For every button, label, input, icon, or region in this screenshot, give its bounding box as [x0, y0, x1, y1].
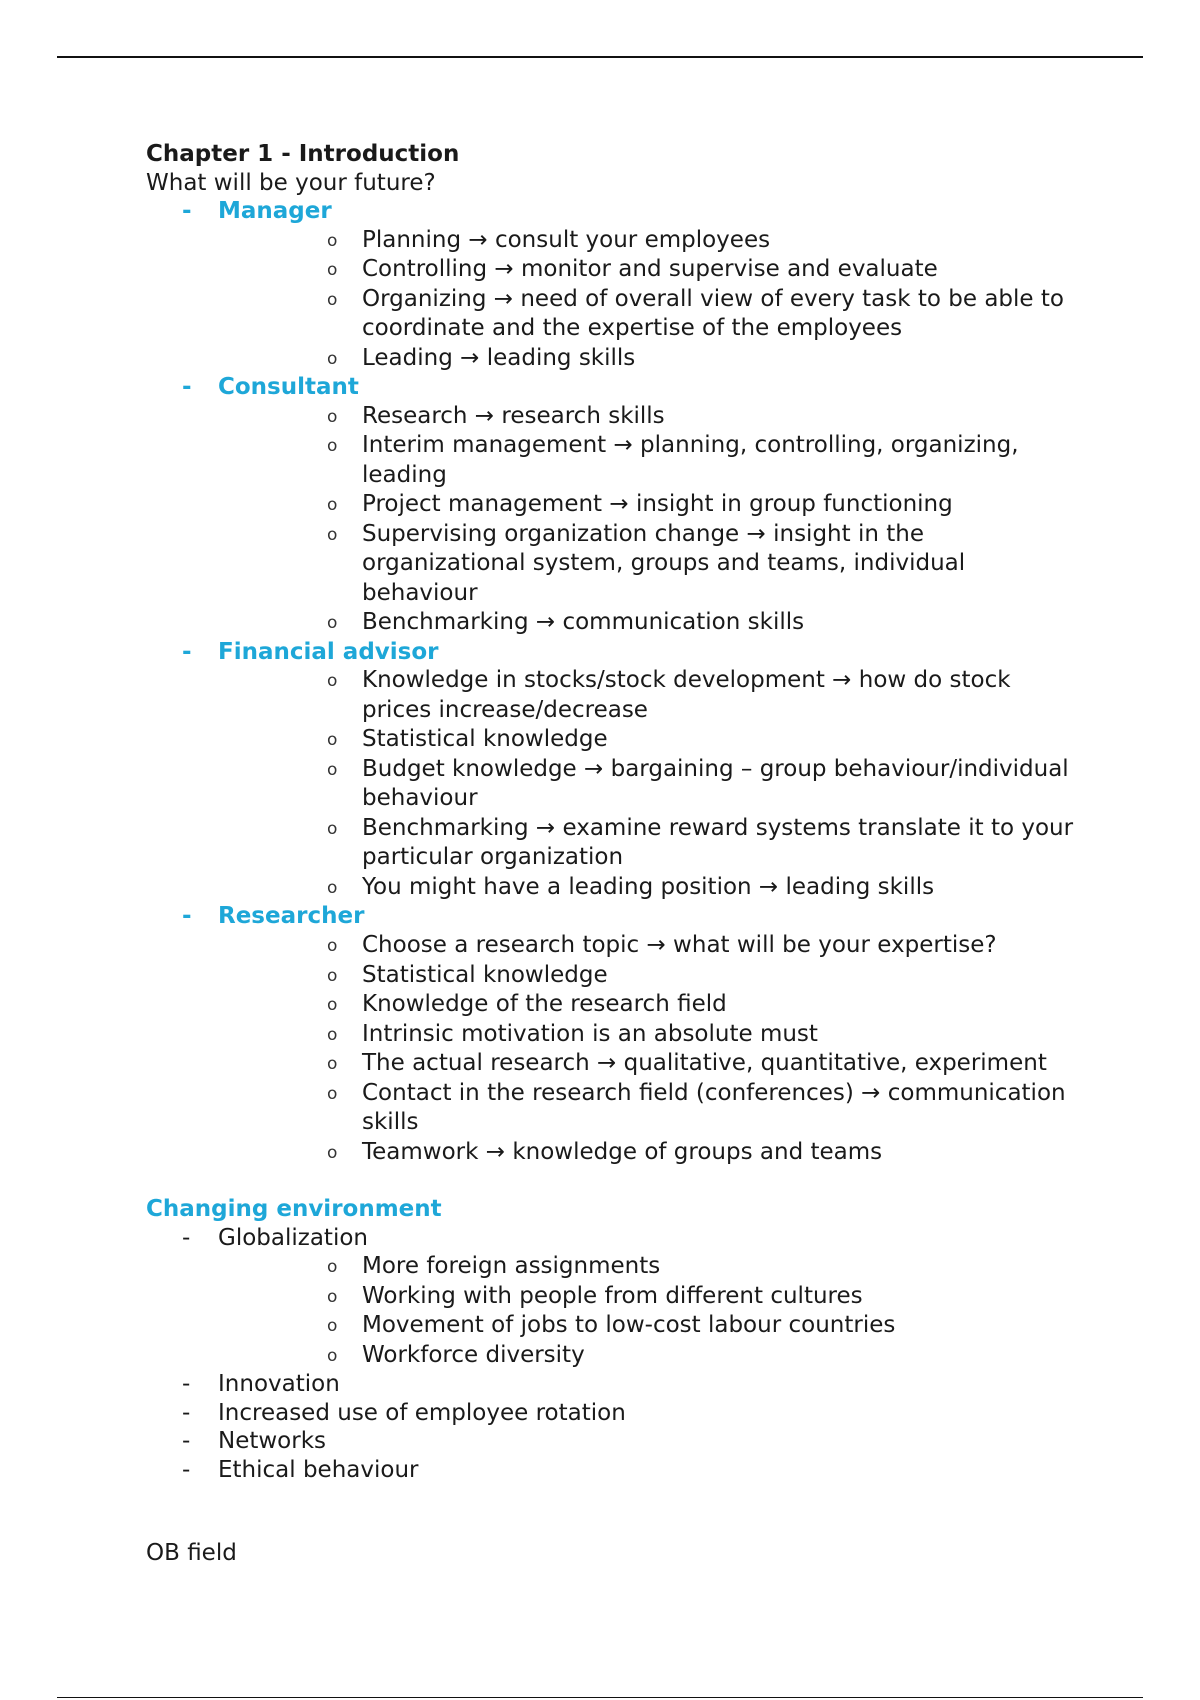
list-item: [218, 814, 1076, 873]
list-item-text: Statistical knowledge: [362, 726, 608, 753]
list-item: [218, 961, 1076, 991]
circle-bullet: o: [327, 1083, 338, 1104]
career-sublist: [218, 666, 1076, 902]
list-item: [218, 873, 1076, 903]
circle-bullet: o: [327, 406, 338, 427]
top-rule: [57, 56, 1143, 58]
list-item: [218, 1020, 1076, 1050]
dash-bullet: -: [182, 374, 192, 401]
list-item-text: Globalization: [218, 1224, 368, 1251]
dash-bullet: -: [182, 638, 192, 665]
dash-bullet: -: [182, 1371, 191, 1398]
career-title: Financial advisor: [218, 638, 439, 665]
list-item: [218, 1252, 1076, 1282]
section-title-changing-environment: Changing environment: [146, 1196, 442, 1223]
chapter-title: Chapter 1 - Introduction: [146, 141, 460, 167]
dash-bullet: -: [182, 1428, 191, 1455]
list-item-text: Increased use of employee rotation: [218, 1399, 626, 1426]
list-item: [218, 666, 1076, 725]
circle-bullet: o: [327, 965, 338, 986]
list-item: [218, 285, 1076, 344]
list-item: [146, 1370, 1076, 1399]
circle-bullet: o: [327, 877, 338, 898]
career-item: [146, 373, 1076, 638]
dash-bullet: -: [182, 1457, 191, 1484]
career-title: Consultant: [218, 374, 359, 401]
list-item: [218, 226, 1076, 256]
circle-bullet: o: [327, 289, 338, 310]
list-item: [218, 255, 1076, 285]
list-item: [218, 1138, 1076, 1168]
list-item: [218, 344, 1076, 374]
career-list: [146, 197, 1076, 1167]
career-item: [146, 197, 1076, 373]
circle-bullet: o: [327, 436, 338, 457]
list-item-text: Working with people from different cultures: [362, 1282, 863, 1309]
list-item-text: Benchmarking → examine reward systems translate it to your particular organization: [362, 814, 1074, 871]
list-item-text: Networks: [218, 1428, 327, 1455]
list-item-text: Research → research skills: [362, 402, 665, 429]
career-sublist: [218, 402, 1076, 638]
circle-bullet: o: [327, 1142, 338, 1163]
list-item-text: You might have a leading position → leading skills: [362, 873, 935, 900]
dash-bullet: -: [182, 903, 192, 930]
circle-bullet: o: [327, 1286, 338, 1307]
list-item-text: Statistical knowledge: [362, 961, 608, 988]
circle-bullet: o: [327, 524, 338, 545]
list-item: [218, 1341, 1076, 1371]
list-item: [218, 1079, 1076, 1138]
circle-bullet: o: [327, 759, 338, 780]
list-item-text: Leading → leading skills: [362, 344, 636, 371]
list-item-text: Controlling → monitor and supervise and evaluate: [362, 256, 938, 283]
list-item: [218, 520, 1076, 609]
list-item: [218, 1282, 1076, 1312]
list-item-text: Knowledge of the research field: [362, 991, 727, 1018]
list-item: [218, 725, 1076, 755]
list-item-text: Supervising organization change → insight in the organizational system, groups and teams, individual behaviour: [362, 520, 966, 606]
circle-bullet: o: [327, 230, 338, 251]
list-item-text: Interim management → planning, controlling, organizing, leading: [362, 432, 1019, 488]
list-item: [218, 402, 1076, 432]
list-item-text: Organizing → need of overall view of every task to be able to coordinate and the expertise of the employees: [362, 285, 1064, 342]
circle-bullet: o: [327, 1257, 338, 1278]
list-item-text: Contact in the research field (conferences) → communication skills: [362, 1079, 1066, 1136]
list-item-text: Intrinsic motivation is an absolute must: [362, 1020, 818, 1047]
list-item-text: Teamwork → knowledge of groups and teams: [362, 1138, 883, 1165]
list-item-text: Knowledge in stocks/stock development → how do stock prices increase/decrease: [362, 667, 1011, 723]
list-item: [146, 1456, 1076, 1485]
dash-bullet: -: [182, 1224, 191, 1251]
career-title: Manager: [218, 198, 332, 225]
circle-bullet: o: [327, 1024, 338, 1045]
circle-bullet: o: [327, 613, 338, 634]
circle-bullet: o: [327, 260, 338, 281]
list-item-text: Benchmarking → communication skills: [362, 609, 805, 636]
circle-bullet: o: [327, 1054, 338, 1075]
document-page: [146, 140, 1076, 1567]
career-sublist: [218, 931, 1076, 1167]
list-item: [146, 1427, 1076, 1456]
list-item: [218, 931, 1076, 961]
career-item: [146, 638, 1076, 903]
list-item: [146, 1224, 1076, 1371]
list-item-text: Planning → consult your employees: [362, 226, 771, 253]
circle-bullet: o: [327, 671, 338, 692]
list-item-text: Ethical behaviour: [218, 1457, 419, 1484]
list-item-text: Innovation: [218, 1371, 340, 1398]
circle-bullet: o: [327, 730, 338, 751]
list-item: [218, 1311, 1076, 1341]
circle-bullet: o: [327, 936, 338, 957]
career-title: Researcher: [218, 903, 365, 930]
list-item: [146, 1399, 1076, 1428]
career-item: [146, 902, 1076, 1167]
circle-bullet: o: [327, 348, 338, 369]
circle-bullet: o: [327, 495, 338, 516]
ob-field-heading: OB field: [146, 1539, 237, 1566]
dash-bullet: -: [182, 198, 192, 225]
list-item: [218, 431, 1076, 490]
circle-bullet: o: [327, 1345, 338, 1366]
list-item: [218, 1049, 1076, 1079]
list-item-text: Project management → insight in group functioning: [362, 491, 953, 518]
dash-bullet: -: [182, 1399, 191, 1426]
list-item-text: Workforce diversity: [362, 1341, 585, 1368]
bottom-rule: [57, 1697, 1143, 1698]
changing-list: [146, 1224, 1076, 1485]
circle-bullet: o: [327, 995, 338, 1016]
list-item: [218, 490, 1076, 520]
list-item: [218, 755, 1076, 814]
circle-bullet: o: [327, 818, 338, 839]
list-item-text: Movement of jobs to low-cost labour countries: [362, 1312, 896, 1339]
list-item-text: Budget knowledge → bargaining – group behaviour/individual behaviour: [362, 755, 1069, 812]
list-item-text: More foreign assignments: [362, 1253, 661, 1280]
career-sublist: [218, 226, 1076, 374]
globalization-sublist: [218, 1252, 1076, 1370]
circle-bullet: o: [327, 1316, 338, 1337]
list-item-text: Choose a research topic → what will be your expertise?: [362, 932, 997, 959]
list-item: [218, 990, 1076, 1020]
list-item: [218, 608, 1076, 638]
list-item-text: The actual research → qualitative, quantitative, experiment: [362, 1050, 1047, 1077]
intro-question: What will be your future?: [146, 169, 436, 196]
